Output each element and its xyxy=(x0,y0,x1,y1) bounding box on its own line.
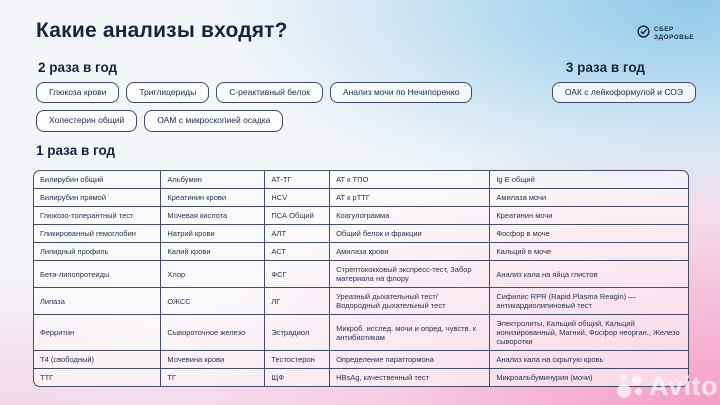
table-cell: Общий белок и фракции xyxy=(330,225,490,243)
table-cell: ЛГ xyxy=(265,288,330,315)
table-cell: Амилаза крови xyxy=(330,243,490,261)
thrice-pill-list xyxy=(552,82,696,103)
table-cell: Микроб. исслед. мочи и опред. чувств. к антибиотикам xyxy=(330,315,490,351)
table-cell: Хлор xyxy=(161,261,265,288)
section-once-heading: 1 раза в год xyxy=(36,143,116,158)
brand-name xyxy=(654,26,694,42)
section-twice-a-year xyxy=(36,60,488,132)
table-cell: Гликированный гемоглобин xyxy=(34,225,161,243)
table-cell: Мочевина крови xyxy=(161,351,265,369)
table-cell: Сифилис RPR (Rapid Plasma Reagin) — антикардиолипиновый тест xyxy=(490,288,688,315)
table-cell: Определение паратгормона xyxy=(330,351,490,369)
table-row xyxy=(34,261,688,288)
table-cell: Липидный профиль xyxy=(34,243,161,261)
analysis-pill: ОАМ с микроскопией осадка xyxy=(144,110,283,131)
section-thrice-a-year xyxy=(552,60,696,103)
analysis-pill: С-реактивный белок xyxy=(216,82,323,103)
section-twice-heading: 2 раза в год xyxy=(38,60,118,75)
table-row xyxy=(34,243,688,261)
table-cell: АТ к ТПО xyxy=(330,171,490,189)
table-cell: Билирубин общий xyxy=(34,171,161,189)
table-cell: Калий крови xyxy=(161,243,265,261)
analysis-pill: ОАК с лейкоформулой и СОЭ xyxy=(552,82,696,103)
table-cell: Натрий крови xyxy=(161,225,265,243)
table-cell: HCV xyxy=(265,189,330,207)
table-row xyxy=(34,225,688,243)
table-cell: Мочевая кислота xyxy=(161,207,265,225)
avito-watermark-text: Avito xyxy=(649,371,718,402)
table-cell: АТ-ТГ xyxy=(265,171,330,189)
brand-name-line1: СБЕР xyxy=(654,26,674,34)
table-cell: АТ к рТТГ xyxy=(330,189,490,207)
table-cell: ТГ xyxy=(161,369,265,387)
table-row xyxy=(34,207,688,225)
avito-watermark xyxy=(617,371,718,400)
table-cell: Кальций в моче xyxy=(490,243,688,261)
table-row xyxy=(34,351,688,369)
table-cell: АЛТ xyxy=(265,225,330,243)
table-cell: Бета-липопротеиды xyxy=(34,261,161,288)
frequency-sections xyxy=(36,60,696,132)
brand-logo xyxy=(637,25,694,43)
table-cell: Амилаза мочи xyxy=(490,189,688,207)
table-cell: Коагулограмма xyxy=(330,207,490,225)
table-cell: Стрептококковый экспресс-тест, Забор материала на флору xyxy=(330,261,490,288)
table-cell: Микроальбуминурия (мочи) xyxy=(490,369,688,387)
analysis-table-body xyxy=(34,171,688,386)
table-cell: Анализ кала на скрытую кровь xyxy=(490,351,688,369)
table-cell: АСТ xyxy=(265,243,330,261)
table-cell: Уреазный дыхательный тест/ Водородный дыхательный тест xyxy=(330,288,490,315)
table-cell: Креатинин крови xyxy=(161,189,265,207)
table-row xyxy=(34,315,688,351)
table-cell: Ферритин xyxy=(34,315,161,351)
table-cell: ОЖСС xyxy=(161,288,265,315)
analysis-table-wrap xyxy=(33,170,689,387)
table-cell: ЩФ xyxy=(265,369,330,387)
brand-name-line2: ЗДОРОВЬЕ xyxy=(654,34,694,41)
analysis-pill: Анализ мочи по Нечипоренко xyxy=(330,82,472,103)
analysis-pill: Глюкоза крови xyxy=(36,82,119,103)
analysis-pill: Триглицериды xyxy=(126,82,209,103)
check-circle-icon xyxy=(637,25,650,43)
table-cell: Эстрадиол xyxy=(265,315,330,351)
table-cell: ТТГ xyxy=(34,369,161,387)
table-cell: Электролиты, Кальций общий, Кальций ионизированный, Магний, Фосфор неорган., Железо сыворотки xyxy=(490,315,688,351)
table-cell: HBsAg, качественный тест xyxy=(330,369,490,387)
table-cell: Фосфор в моче xyxy=(490,225,688,243)
table-row xyxy=(34,189,688,207)
analysis-pill: Холестерин общий xyxy=(36,110,137,131)
table-row xyxy=(34,171,688,189)
table-cell: Сывороточное железо xyxy=(161,315,265,351)
analysis-table xyxy=(34,171,688,386)
table-cell: Билирубин прямой xyxy=(34,189,161,207)
table-cell: Глюкозо-толерантный тест xyxy=(34,207,161,225)
page-title: Какие анализы входят? xyxy=(36,19,288,42)
table-cell: Анализ кала на яйца глистов xyxy=(490,261,688,288)
table-cell: Тестостерон xyxy=(265,351,330,369)
table-cell: Альбумин xyxy=(161,171,265,189)
table-row xyxy=(34,288,688,315)
twice-pill-list xyxy=(36,82,488,132)
section-thrice-heading: 3 раза в год xyxy=(565,60,645,75)
table-cell: Липаза xyxy=(34,288,161,315)
table-row xyxy=(34,369,688,387)
table-cell: Ig E общий xyxy=(490,171,688,189)
table-cell: ПСА Общий xyxy=(265,207,330,225)
table-cell: ФСГ xyxy=(265,261,330,288)
table-cell: Креатинин мочи xyxy=(490,207,688,225)
avito-logo-icon xyxy=(617,371,646,400)
table-cell: Т4 (свободный) xyxy=(34,351,161,369)
